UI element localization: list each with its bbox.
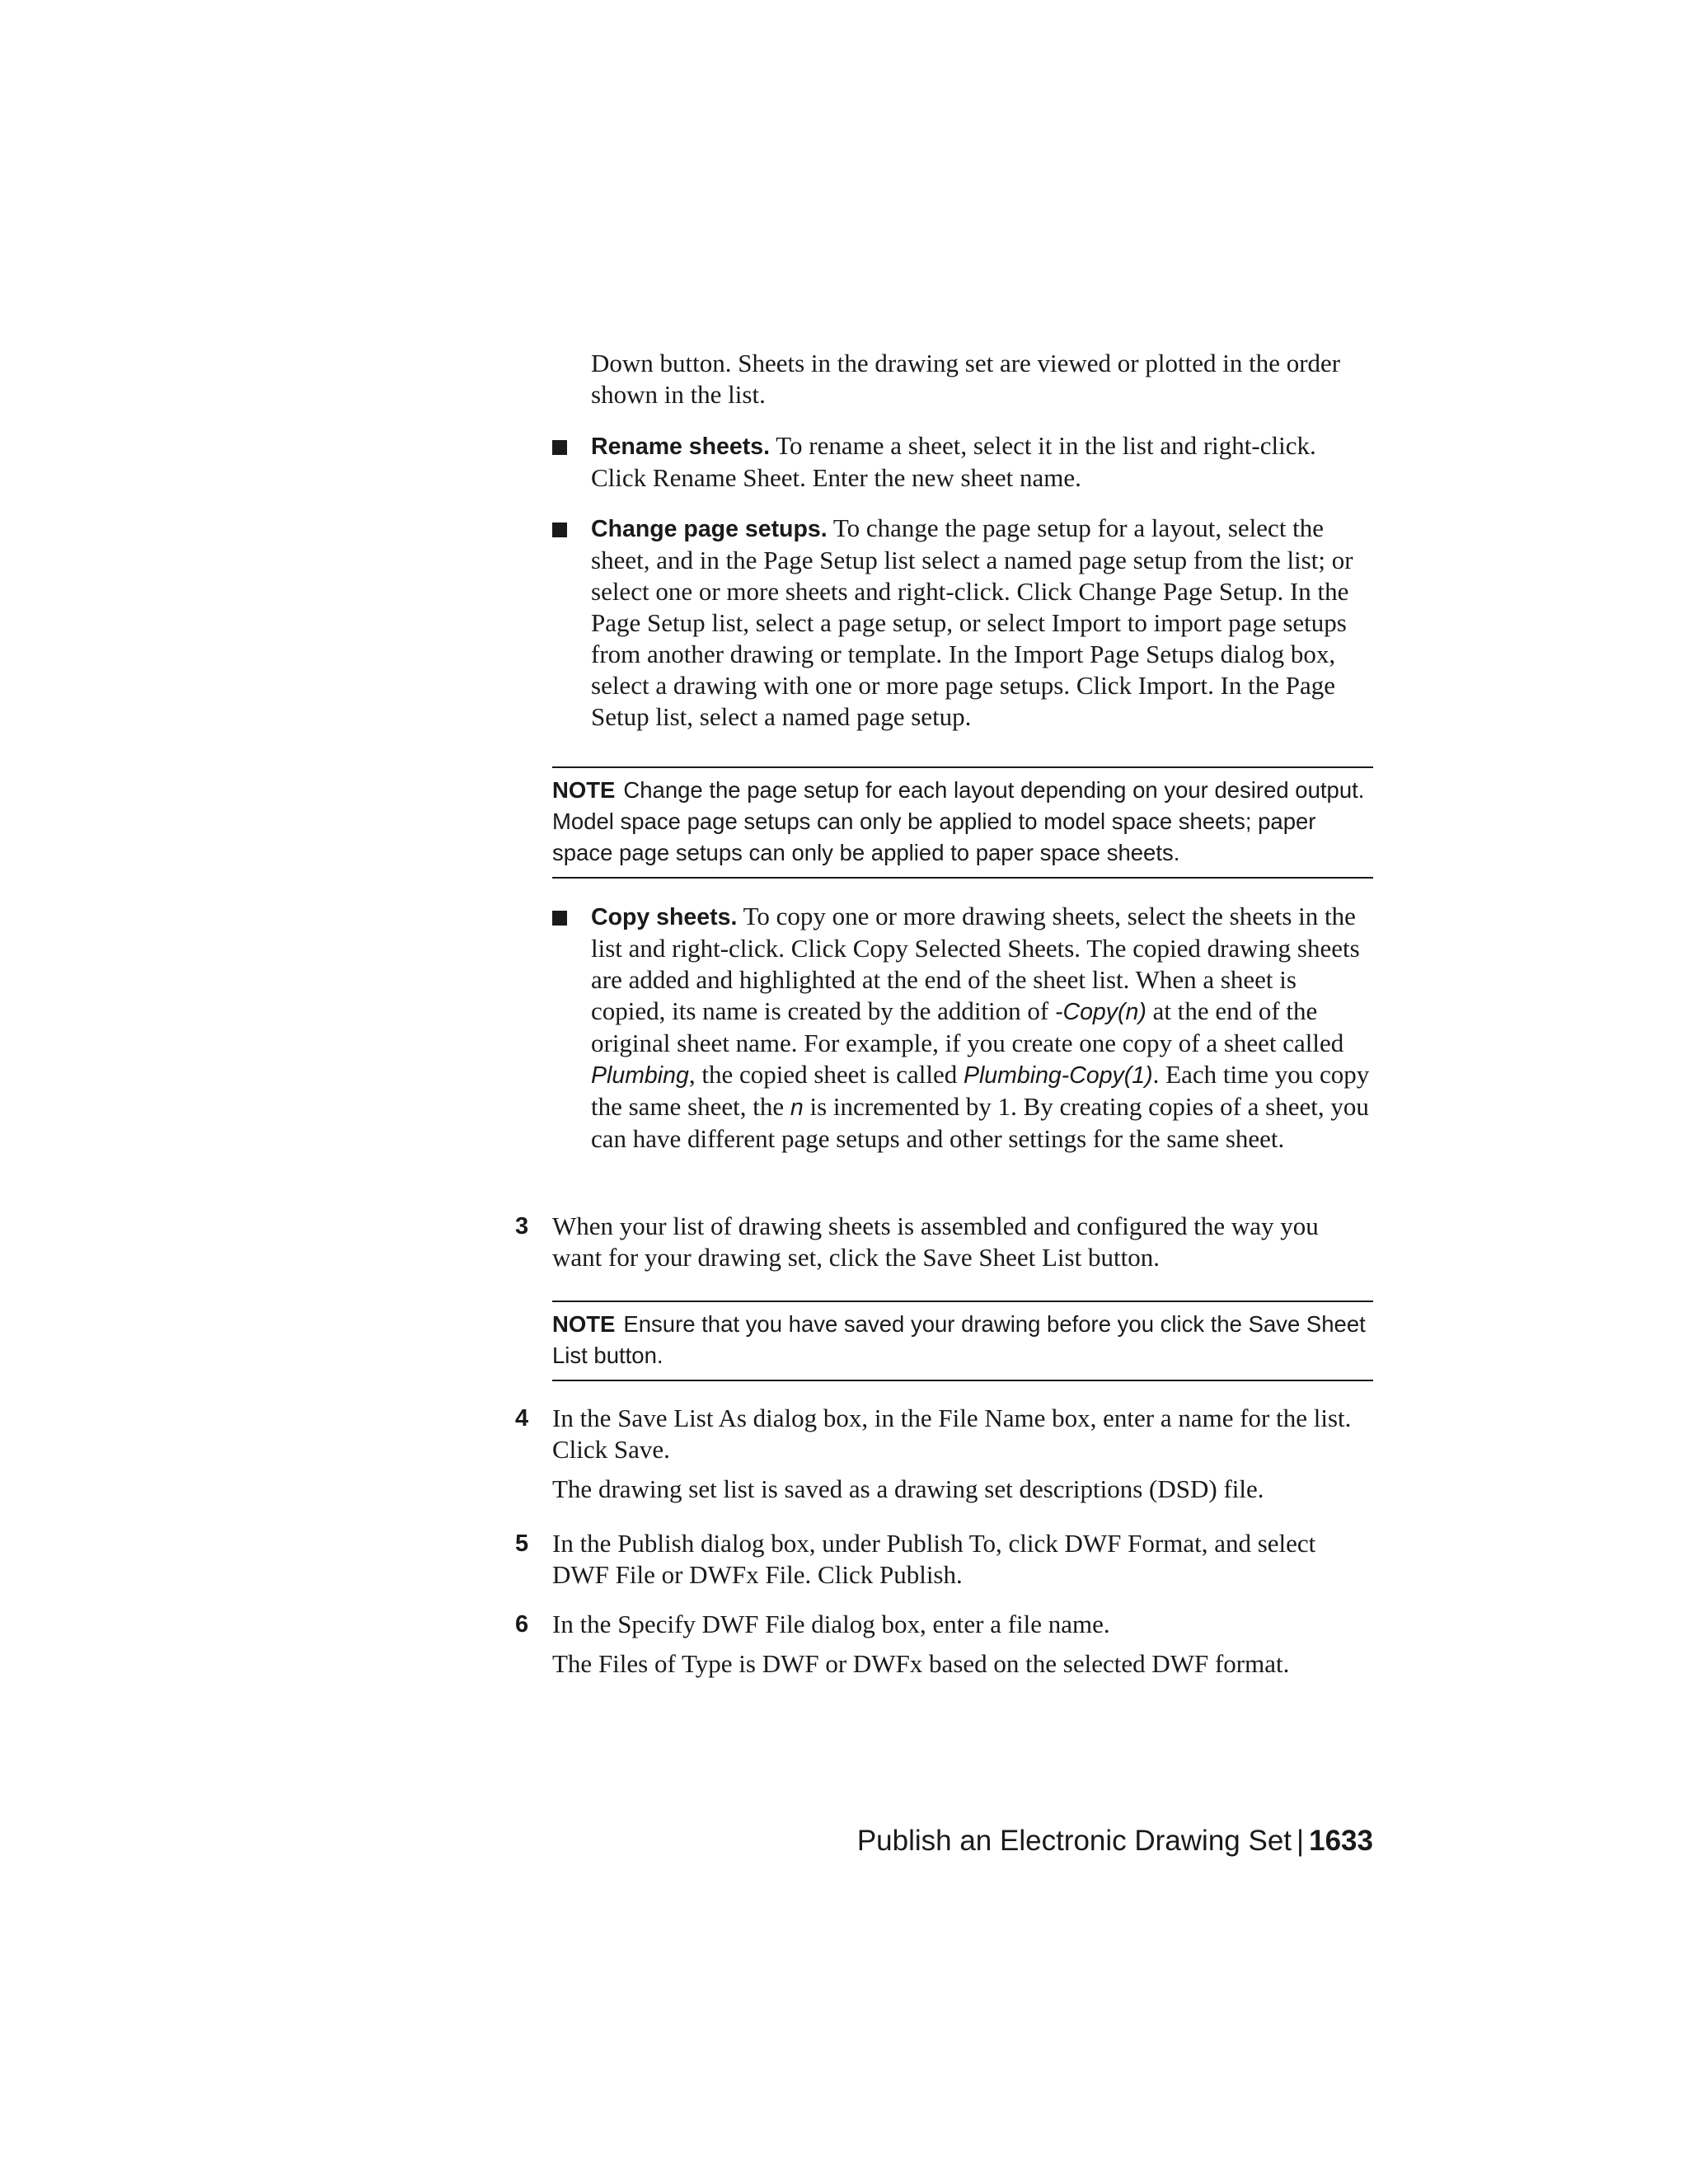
footer-section-title: Publish an Electronic Drawing Set — [856, 1825, 1292, 1857]
bullet-body: . Each time you copy the same sheet, the — [591, 1060, 1370, 1121]
bullet-lead: Change page setups. — [591, 516, 828, 542]
bullet-body: , the copied sheet is called — [688, 1060, 964, 1089]
step-content — [552, 1403, 1373, 1505]
note-text — [552, 1309, 1373, 1371]
intro-continuation: Down button. Sheets in the drawing set are viewed or plotted in the order shown in the list. — [591, 349, 1341, 409]
page-number: 1633 — [1309, 1825, 1373, 1857]
note-body: Ensure that you have saved your drawing before you click the Save Sheet List button. — [552, 1311, 1366, 1368]
increment-variable: n — [790, 1094, 804, 1121]
step-result: The Files of Type is DWF or DWFx based on the selected DWF format. — [552, 1649, 1290, 1678]
bullet-text — [591, 430, 1373, 494]
step-text: In the Publish dialog box, under Publish To, click DWF Format, and select DWF File or DWFx File. Click Publish. — [552, 1529, 1316, 1589]
note-page-setup — [552, 766, 1373, 879]
bullet-square-icon — [552, 523, 567, 537]
step-number: 3 — [515, 1213, 529, 1240]
bullet-square-icon — [552, 911, 567, 926]
step-number: 6 — [515, 1611, 529, 1638]
bullet-lead: Rename sheets. — [591, 434, 771, 460]
copy-suffix-term: -Copy(n) — [1055, 999, 1146, 1025]
note-label: NOTE — [552, 777, 616, 803]
bullet-lead: Copy sheets. — [591, 904, 738, 930]
bullet-square-icon — [552, 440, 567, 455]
bullet-body: To copy one or more drawing sheets, select the sheets in the list and right-click. Click Copy Selected Sheets. The copied drawing sheets are added and highlighted at the end of the sheet list. When a sheet is copied, its name is created by the addition of — [591, 902, 1360, 1025]
example-copied-name: Plumbing-Copy(1) — [963, 1062, 1153, 1089]
note-body: Change the page setup for each layout depending on your desired output. Model space page setups can only be applied to model space sheets; paper space page setups can only be applied to paper space sheets. — [552, 777, 1365, 865]
note-save-drawing — [552, 1301, 1373, 1381]
example-sheet-name: Plumbing — [591, 1062, 689, 1089]
step-result: The drawing set list is saved as a drawing set descriptions (DSD) file. — [552, 1474, 1264, 1503]
note-label: NOTE — [552, 1311, 616, 1337]
step-number: 5 — [515, 1530, 529, 1557]
bullet-body: To rename a sheet, select it in the list and right-click. Click Rename Sheet. Enter the new sheet name. — [591, 431, 1316, 492]
step-text: In the Save List As dialog box, in the File Name box, enter a name for the list. Click Save. — [552, 1404, 1352, 1464]
bullet-body: at the end of the original sheet name. For example, if you create one copy of a sheet called — [591, 996, 1344, 1057]
step-content — [552, 1609, 1373, 1680]
bullet-body: To change the page setup for a layout, select the sheet, and in the Page Setup list select a named page setup from the list; or select one or more sheets and right-click. Click Change Page Setup. In the Page Setup list, select a page setup, or select Import to import page setups from another drawing or template. In the Import Page Setups dialog box, select a drawing with one or more page setups. Click Import. In the Page Setup list, select a named page setup. — [591, 513, 1353, 731]
bullet-text — [591, 901, 1373, 1155]
bullet-text — [591, 513, 1373, 733]
page-footer — [857, 1823, 1373, 1859]
step-text: In the Specify DWF File dialog box, enter a file name. — [552, 1610, 1110, 1638]
bullet-body: is incremented by 1. By creating copies of a sheet, you can have different page setups and other settings for the same sheet. — [591, 1092, 1369, 1153]
step-number: 4 — [515, 1405, 529, 1432]
note-text — [552, 775, 1373, 869]
step-text: When your list of drawing sheets is assembled and configured the way you want for your drawing set, click the Save Sheet List button. — [552, 1212, 1319, 1272]
footer-separator: | — [1296, 1825, 1305, 1857]
